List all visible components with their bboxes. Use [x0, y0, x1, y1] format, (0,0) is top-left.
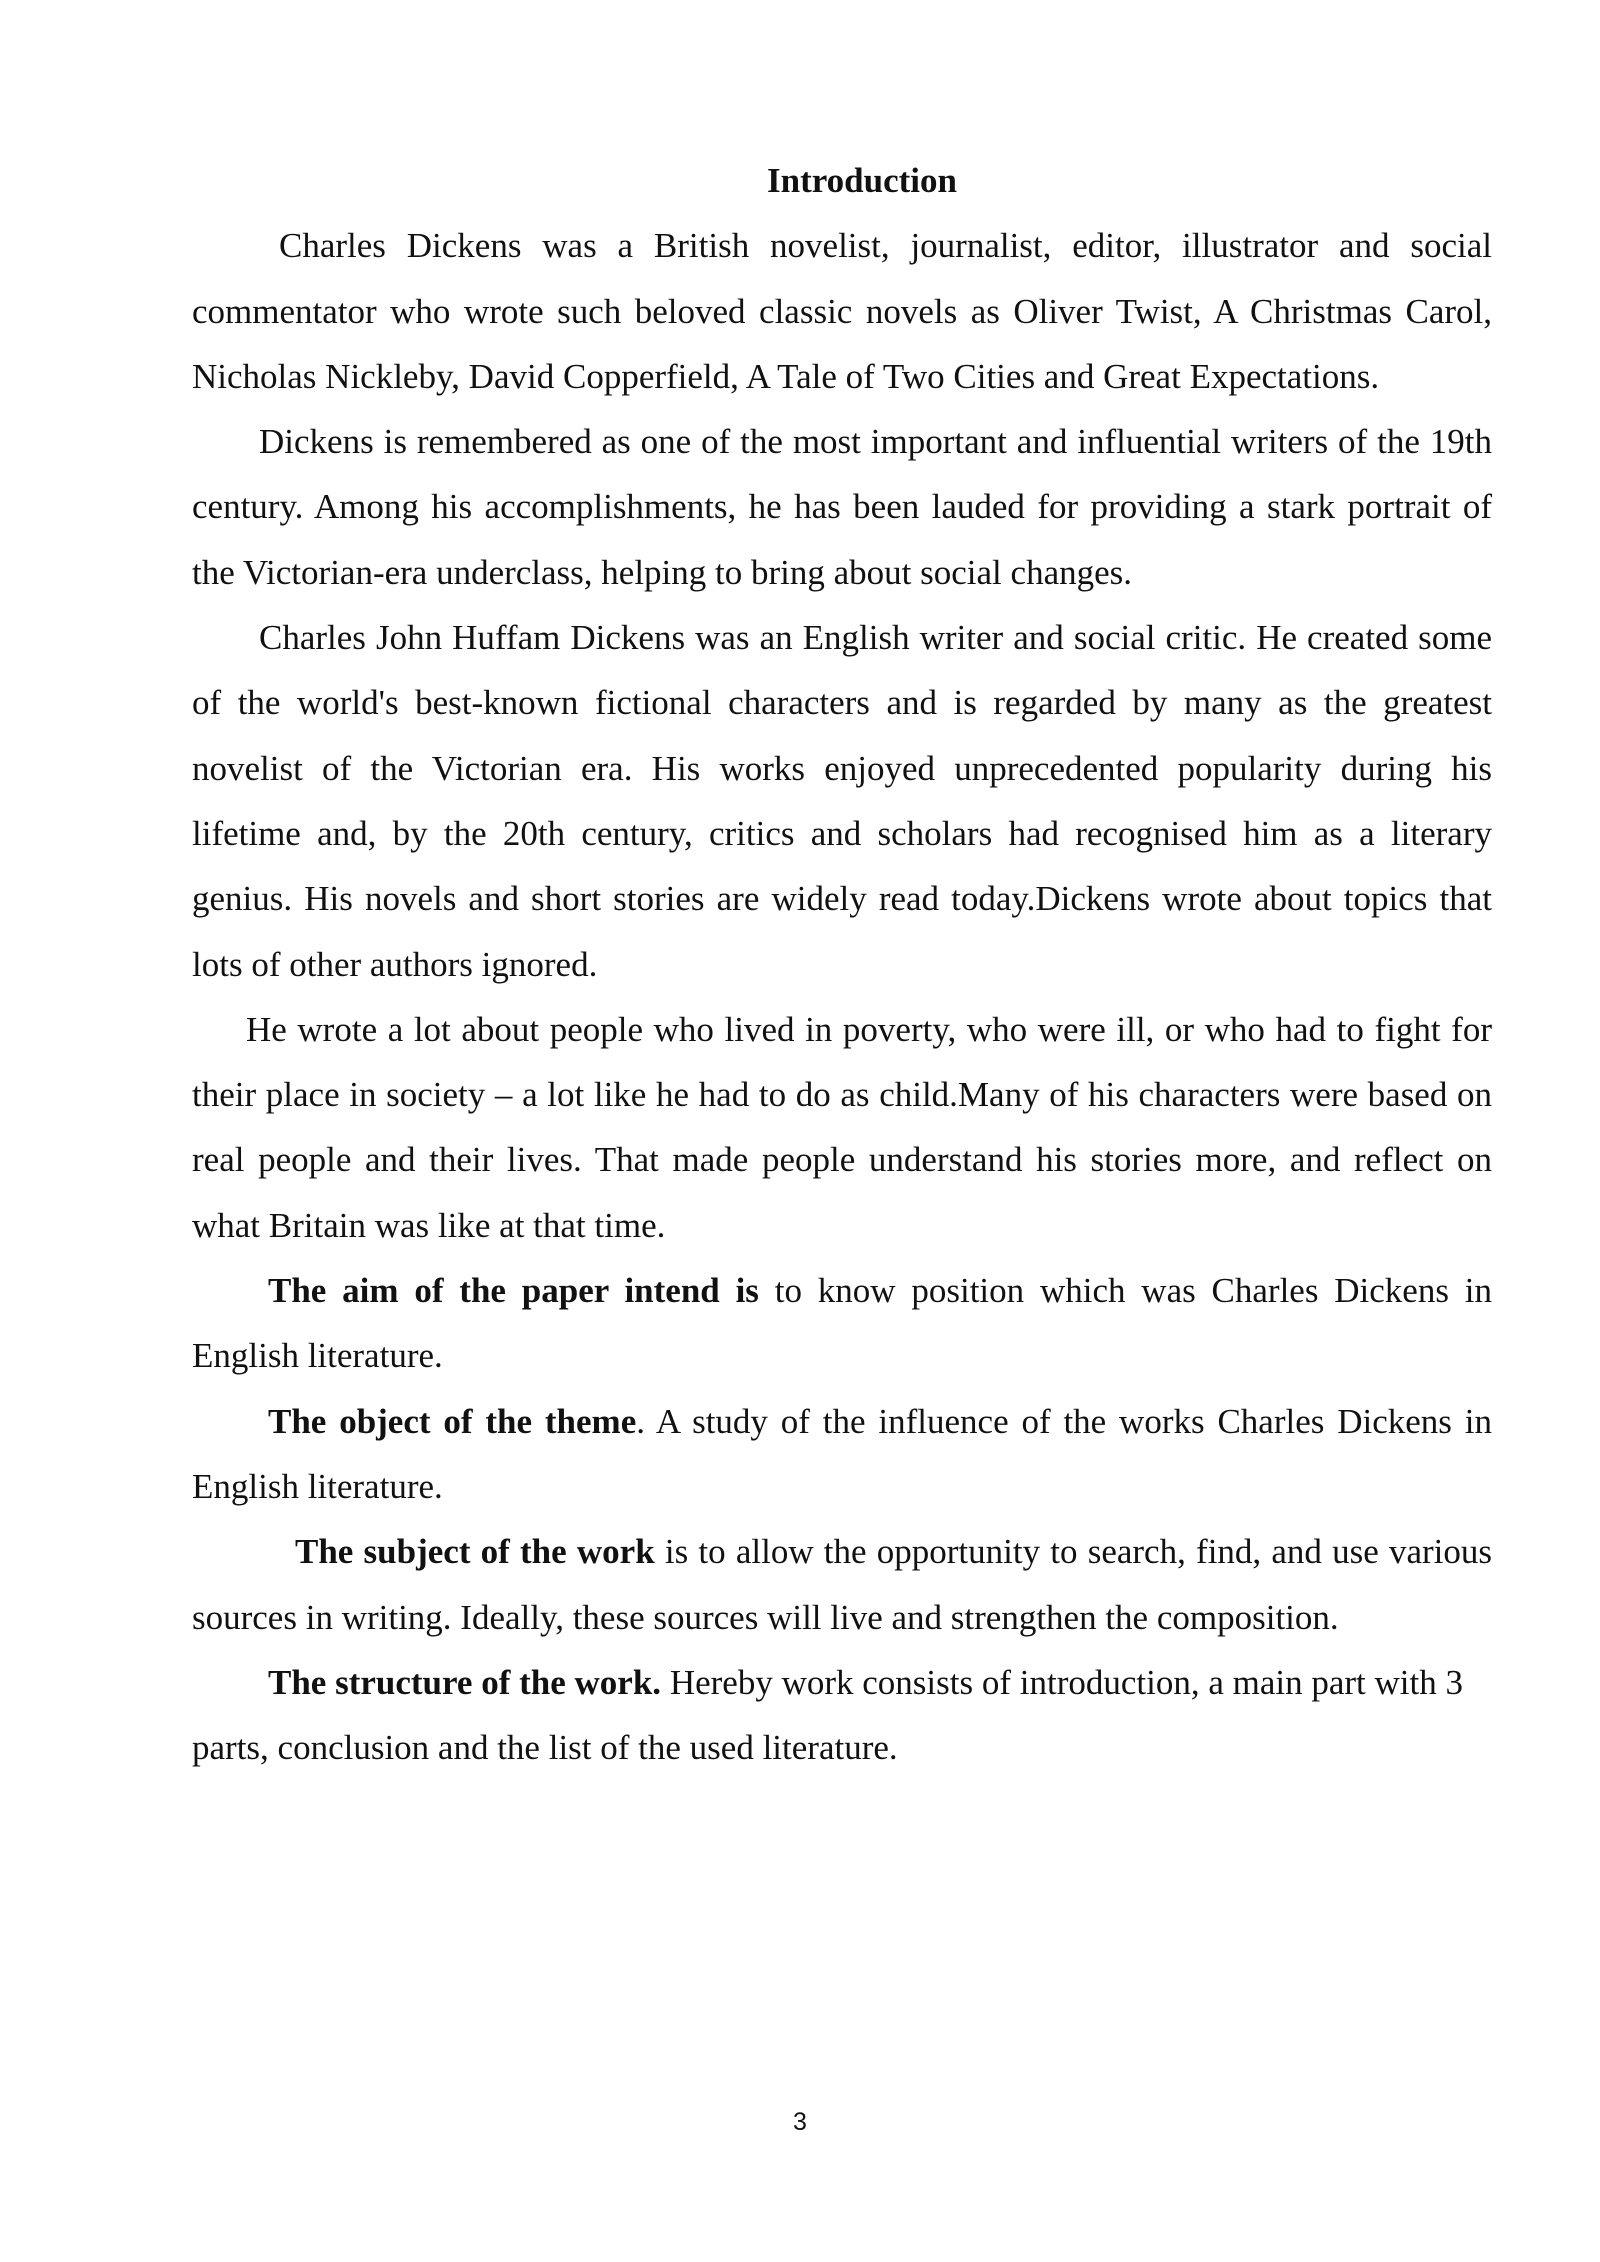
paragraph-legacy: [192, 409, 1492, 605]
page-number: 3: [793, 2108, 807, 2136]
paragraph-text: Charles Dickens was a British novelist, journalist, editor, illustrator and social commentator who wrote such beloved classic novels as Oliver Twist, A Christmas Carol, Nicholas Nickleby, David Copperfield, A Tale of Two Cities and Great Expectations.: [192, 226, 1492, 396]
paragraph-lead: The aim of the paper intend is: [268, 1271, 759, 1311]
paragraph-lead: The structure of the work.: [268, 1662, 662, 1702]
paragraph-biography: [192, 605, 1492, 997]
paragraph-text: . A study of the influence of the works Charles Dickens in English literature.: [192, 1401, 1492, 1506]
paragraph-subject: [192, 1519, 1492, 1650]
paragraph-aim: [192, 1258, 1492, 1389]
page-title: Introduction: [767, 161, 957, 200]
paragraph-object: [192, 1389, 1492, 1520]
paragraph-structure: [192, 1650, 1492, 1781]
paragraph-intro: [192, 213, 1492, 409]
paragraph-text: Hereby work consists of introduction, a main part with 3 parts, conclusion and the list of the used literature.: [192, 1662, 1463, 1768]
paragraph-text: He wrote a lot about people who lived in poverty, who were ill, or who had to fight for their place in society – a lot like he had to do as child.Many of his characters were based on real people and their lives. That made people understand his stories more, and reflect on what Britain was like at that time.: [192, 1009, 1492, 1245]
document-body: [192, 148, 1492, 1780]
paragraph-text: Charles John Huffam Dickens was an English writer and social critic. He created some of the world's best-known fictional characters and is regarded by many as the greatest novelist of the Victorian era. His works enjoyed unprecedented popularity during his lifetime and, by the 20th century, critics and scholars had recognised him as a literary genius. His novels and short stories are widely read today.Dickens wrote about topics that lots of other authors ignored.: [192, 618, 1492, 984]
paragraph-text: is to allow the opportunity to search, find, and use various sources in writing. Ideally, these sources will live and strengthen the composition.: [192, 1532, 1492, 1637]
paragraph-text: to know position which was Charles Dickens in English literature.: [192, 1271, 1492, 1376]
paragraph-text: Dickens is remembered as one of the most important and influential writers of the 19th century. Among his accomplishments, he has been lauded for providing a stark portrait of the Victorian-era underclass, helping to bring about social changes.: [192, 422, 1492, 592]
paragraph-themes: [192, 997, 1492, 1258]
paragraph-lead: The object of the theme: [268, 1401, 637, 1441]
paragraph-lead: The subject of the work: [295, 1532, 655, 1572]
